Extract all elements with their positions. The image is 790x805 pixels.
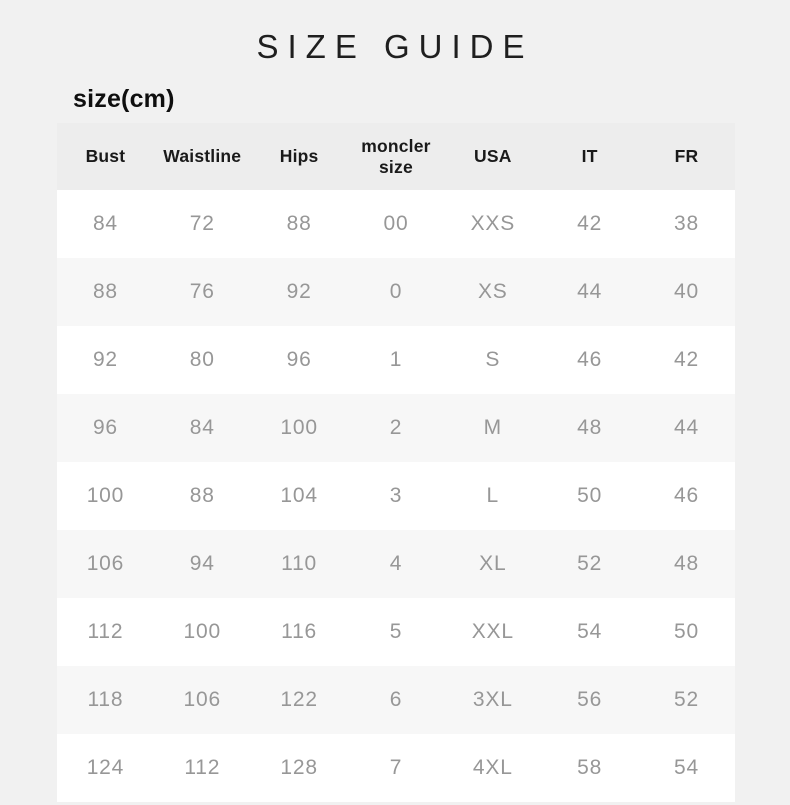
table-cell: 84	[92, 212, 118, 235]
table-cell: 56	[577, 688, 603, 711]
column-header: USA	[474, 146, 512, 166]
table-cell: 4	[389, 552, 403, 575]
table-cell: 58	[577, 756, 603, 779]
table-cell: 40	[674, 280, 700, 303]
table-cell: 84	[189, 416, 215, 439]
table-cell: XS	[477, 280, 508, 303]
column-header: IT	[581, 146, 598, 166]
table-cell: 1	[389, 348, 403, 371]
table-cell: 50	[577, 484, 603, 507]
table-cell: 44	[577, 280, 603, 303]
table-cell: 2	[389, 416, 403, 439]
table-cell: 122	[280, 688, 318, 711]
table-cell: 88	[92, 280, 118, 303]
size-table-body	[57, 190, 735, 802]
table-row	[57, 326, 735, 394]
table-cell: 88	[286, 212, 312, 235]
table-cell: 46	[674, 484, 700, 507]
table-cell: 112	[184, 756, 221, 779]
table-cell: 42	[674, 348, 700, 371]
table-cell: S	[485, 348, 501, 371]
page-title: SIZE GUIDE	[256, 28, 534, 65]
table-cell: 4XL	[472, 756, 513, 779]
table-cell: 48	[674, 552, 700, 575]
table-cell: 5	[389, 620, 403, 643]
table-row	[57, 394, 735, 462]
table-cell: 96	[286, 348, 312, 371]
table-cell: M	[483, 416, 502, 439]
table-row	[57, 598, 735, 666]
table-cell: XL	[479, 552, 507, 575]
table-row	[57, 190, 735, 258]
table-cell: 44	[674, 416, 700, 439]
table-row	[57, 666, 735, 734]
column-header: Waistline	[163, 146, 242, 166]
column-header: FR	[674, 146, 699, 166]
table-cell: 42	[577, 212, 603, 235]
table-cell: 110	[281, 552, 318, 575]
table-cell: 72	[189, 212, 215, 235]
table-cell: 128	[280, 756, 318, 779]
table-cell: 50	[674, 620, 700, 643]
table-cell: 38	[674, 212, 700, 235]
table-cell: 52	[577, 552, 603, 575]
table-cell: 80	[189, 348, 215, 371]
table-cell: 46	[577, 348, 603, 371]
table-cell: 3XL	[472, 688, 513, 711]
table-cell: L	[486, 484, 500, 507]
size-table	[57, 123, 735, 802]
table-cell: 96	[92, 416, 118, 439]
table-cell: 104	[280, 484, 318, 507]
table-cell: 124	[86, 756, 125, 779]
size-table-header	[57, 123, 735, 190]
table-cell: 00	[383, 212, 409, 235]
table-cell: 3	[389, 484, 403, 507]
table-cell: 76	[189, 280, 215, 303]
table-cell: 100	[280, 416, 318, 439]
table-cell: 118	[87, 688, 124, 711]
table-cell: 106	[183, 688, 221, 711]
table-cell: 52	[674, 688, 700, 711]
table-cell: 100	[183, 620, 221, 643]
table-cell: 116	[281, 620, 318, 643]
table-cell: XXS	[470, 212, 515, 235]
table-cell: 100	[86, 484, 125, 507]
unit-label: size(cm)	[73, 85, 175, 113]
table-cell: 54	[674, 756, 700, 779]
column-header: Bust	[85, 146, 126, 166]
table-row	[57, 734, 735, 802]
table-cell: 94	[189, 552, 215, 575]
table-cell: XXL	[471, 620, 514, 643]
table-cell: 48	[577, 416, 603, 439]
table-cell: 92	[286, 280, 312, 303]
table-row	[57, 530, 735, 598]
header-row	[57, 123, 735, 190]
table-cell: 6	[389, 688, 403, 711]
table-cell: 88	[189, 484, 215, 507]
column-header: moncler size	[361, 135, 431, 177]
column-header: Hips	[279, 146, 319, 166]
table-cell: 54	[577, 620, 603, 643]
table-cell: 7	[389, 756, 403, 779]
table-cell: 0	[389, 280, 403, 303]
size-table-container	[57, 123, 735, 802]
table-cell: 92	[92, 348, 118, 371]
table-cell: 112	[87, 620, 124, 643]
table-row	[57, 258, 735, 326]
table-cell: 106	[86, 552, 125, 575]
table-row	[57, 462, 735, 530]
